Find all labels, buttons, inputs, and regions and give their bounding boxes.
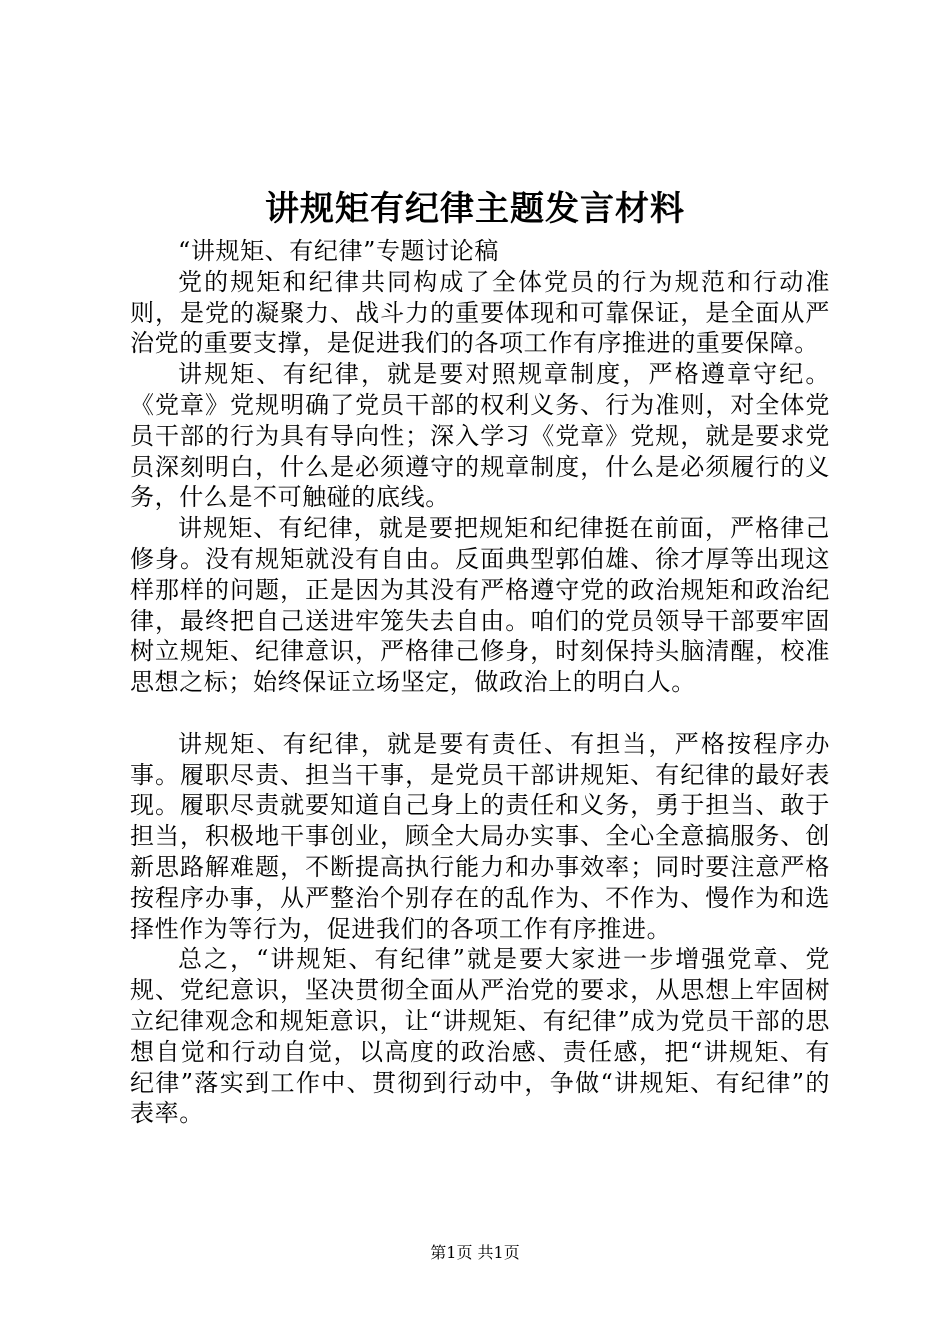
paragraph-1: 党的规矩和纪律共同构成了全体党员的行为规范和行动准则，是党的凝聚力、战斗力的重要体现和可靠保证，是全面从严治党的重要支撑，是促进我们的各项工作有序推进的重要保障。 bbox=[130, 267, 830, 358]
document-title: 讲规矩有纪律主题发言材料 bbox=[265, 189, 685, 229]
paragraph-3: 讲规矩、有纪律，就是要把规矩和纪律挺在前面，严格律己修身。没有规矩就没有自由。反面典型郭伯雄、徐才厚等出现这样那样的问题，正是因为其没有严格遵守党的政治规矩和政治纪律，最终把自己送进牢笼失去自由。咱们的党员领导干部要牢固树立规矩、纪律意识，严格律己修身，时刻保持头脑清醒，校准思想之标；始终保证立场坚定，做政治上的明白人。 bbox=[130, 514, 830, 697]
paragraph-4: 讲规矩、有纪律，就是要有责任、有担当，严格按程序办事。履职尽责、担当干事，是党员干部讲规矩、有纪律的最好表现。履职尽责就要知道自己身上的责任和义务，勇于担当、敢于担当，积极地干事创业，顾全大局办实事、全心全意搞服务、创新思路解难题，不断提高执行能力和办事效率；同时要注意严格按程序办事，从严整治个别存在的乱作为、不作为、慢作为和选择性作为等行为，促进我们的各项工作有序推进。 bbox=[130, 729, 830, 943]
paragraph-2: 讲规矩、有纪律，就是要对照规章制度，严格遵章守纪。《党章》党规明确了党员干部的权利义务、行为准则，对全体党员干部的行为具有导向性；深入学习《党章》党规，就是要求党员深刻明白，什么是必须遵守的规章制度，什么是必须履行的义务，什么是不可触碰的底线。 bbox=[130, 360, 830, 512]
document-body bbox=[130, 236, 830, 1129]
document-subtitle: “讲规矩、有纪律”专题讨论稿 bbox=[178, 237, 499, 265]
page-number-footer: 第1页 共1页 bbox=[430, 1243, 520, 1262]
paragraph-5: 总之，“讲规矩、有纪律”就是要大家进一步增强党章、党规、党纪意识，坚决贯彻全面从严治党的要求，从思想上牢固树立纪律观念和规矩意识，让“讲规矩、有纪律”成为党员干部的思想自觉和行动自觉，以高度的政治感、责任感，把“讲规矩、有纪律”落实到工作中、贯彻到行动中，争做“讲规矩、有纪律”的表率。 bbox=[130, 945, 830, 1128]
